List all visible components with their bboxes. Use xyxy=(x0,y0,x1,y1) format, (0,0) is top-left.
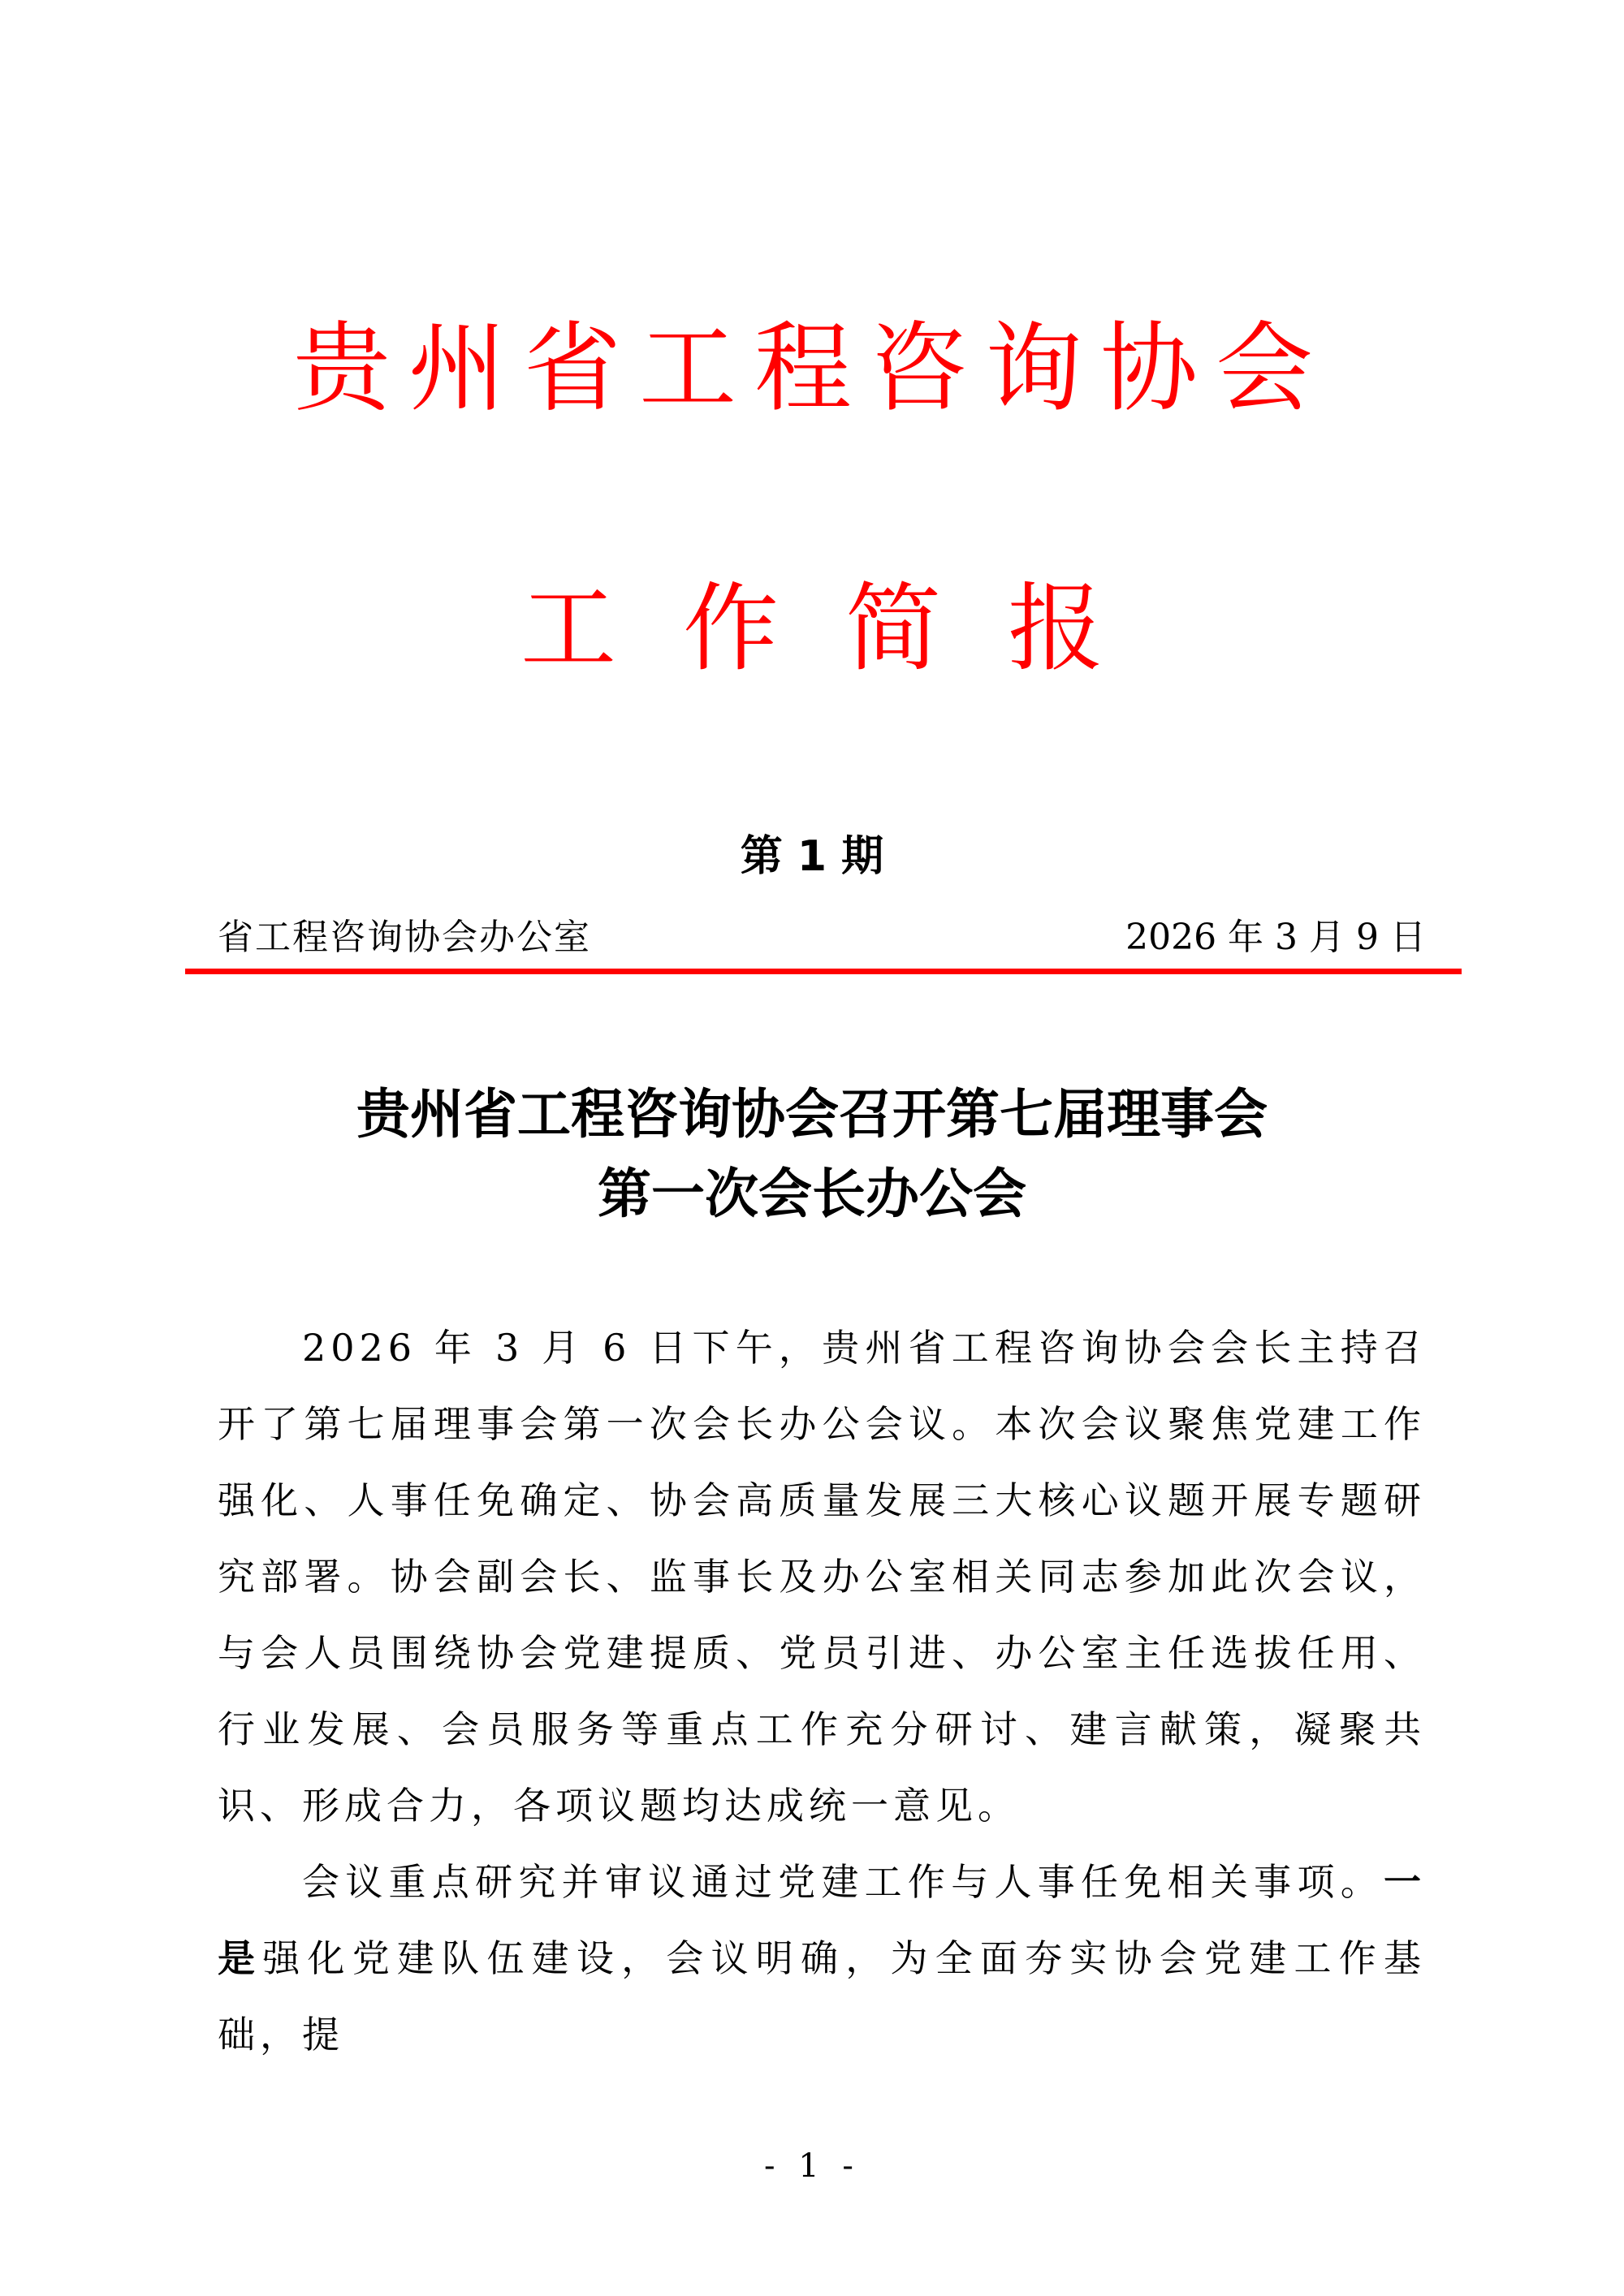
page-number: - 1 - xyxy=(764,2147,860,2185)
org-title: 贵州省工程咨询协会 xyxy=(293,313,1331,425)
paragraph-2-rest: 强化党建队伍建设，会议明确，为全面夯实协会党建工作基础，提 xyxy=(218,1936,1427,2056)
issue-date: 2026 年 3 月 9 日 xyxy=(1125,917,1426,958)
paragraph-1: 2026 年 3 月 6 日下午，贵州省工程咨询协会会长主持召开了第七届理事会第一次会长办公会议。本次会议聚焦党建工作强化、人事任免确定、协会高质量发展三大核心议题开展专题研究部署。协会副会长、监事长及办公室相关同志参加此次会议，与会人员围绕协会党建提质、党员引进、办公室主任选拔任用、行业发展、会员服务等重点工作充分研讨、建言献策，凝聚共识、形成合力，各项议题均达成统一意见。 xyxy=(218,1326,1426,1828)
paragraph-2-bold: 一是 xyxy=(218,1860,1426,1980)
red-divider xyxy=(185,969,1462,974)
brief-title: 工作简报 xyxy=(520,572,1170,684)
article-headline-line1: 贵州省工程咨询协会召开第七届理事会 xyxy=(356,1083,1268,1146)
article-body xyxy=(218,1310,1426,2073)
issue-number: 第 1 期 xyxy=(740,832,884,881)
paragraph-2 xyxy=(218,1844,1426,2073)
paragraph-2-start: 会议重点研究并审议通过党建工作与人事任免相关事项。 xyxy=(302,1860,1384,1904)
issuer-office: 省工程咨询协会办公室 xyxy=(218,917,591,958)
article-headline-line2: 第一次会长办公会 xyxy=(598,1163,1026,1225)
